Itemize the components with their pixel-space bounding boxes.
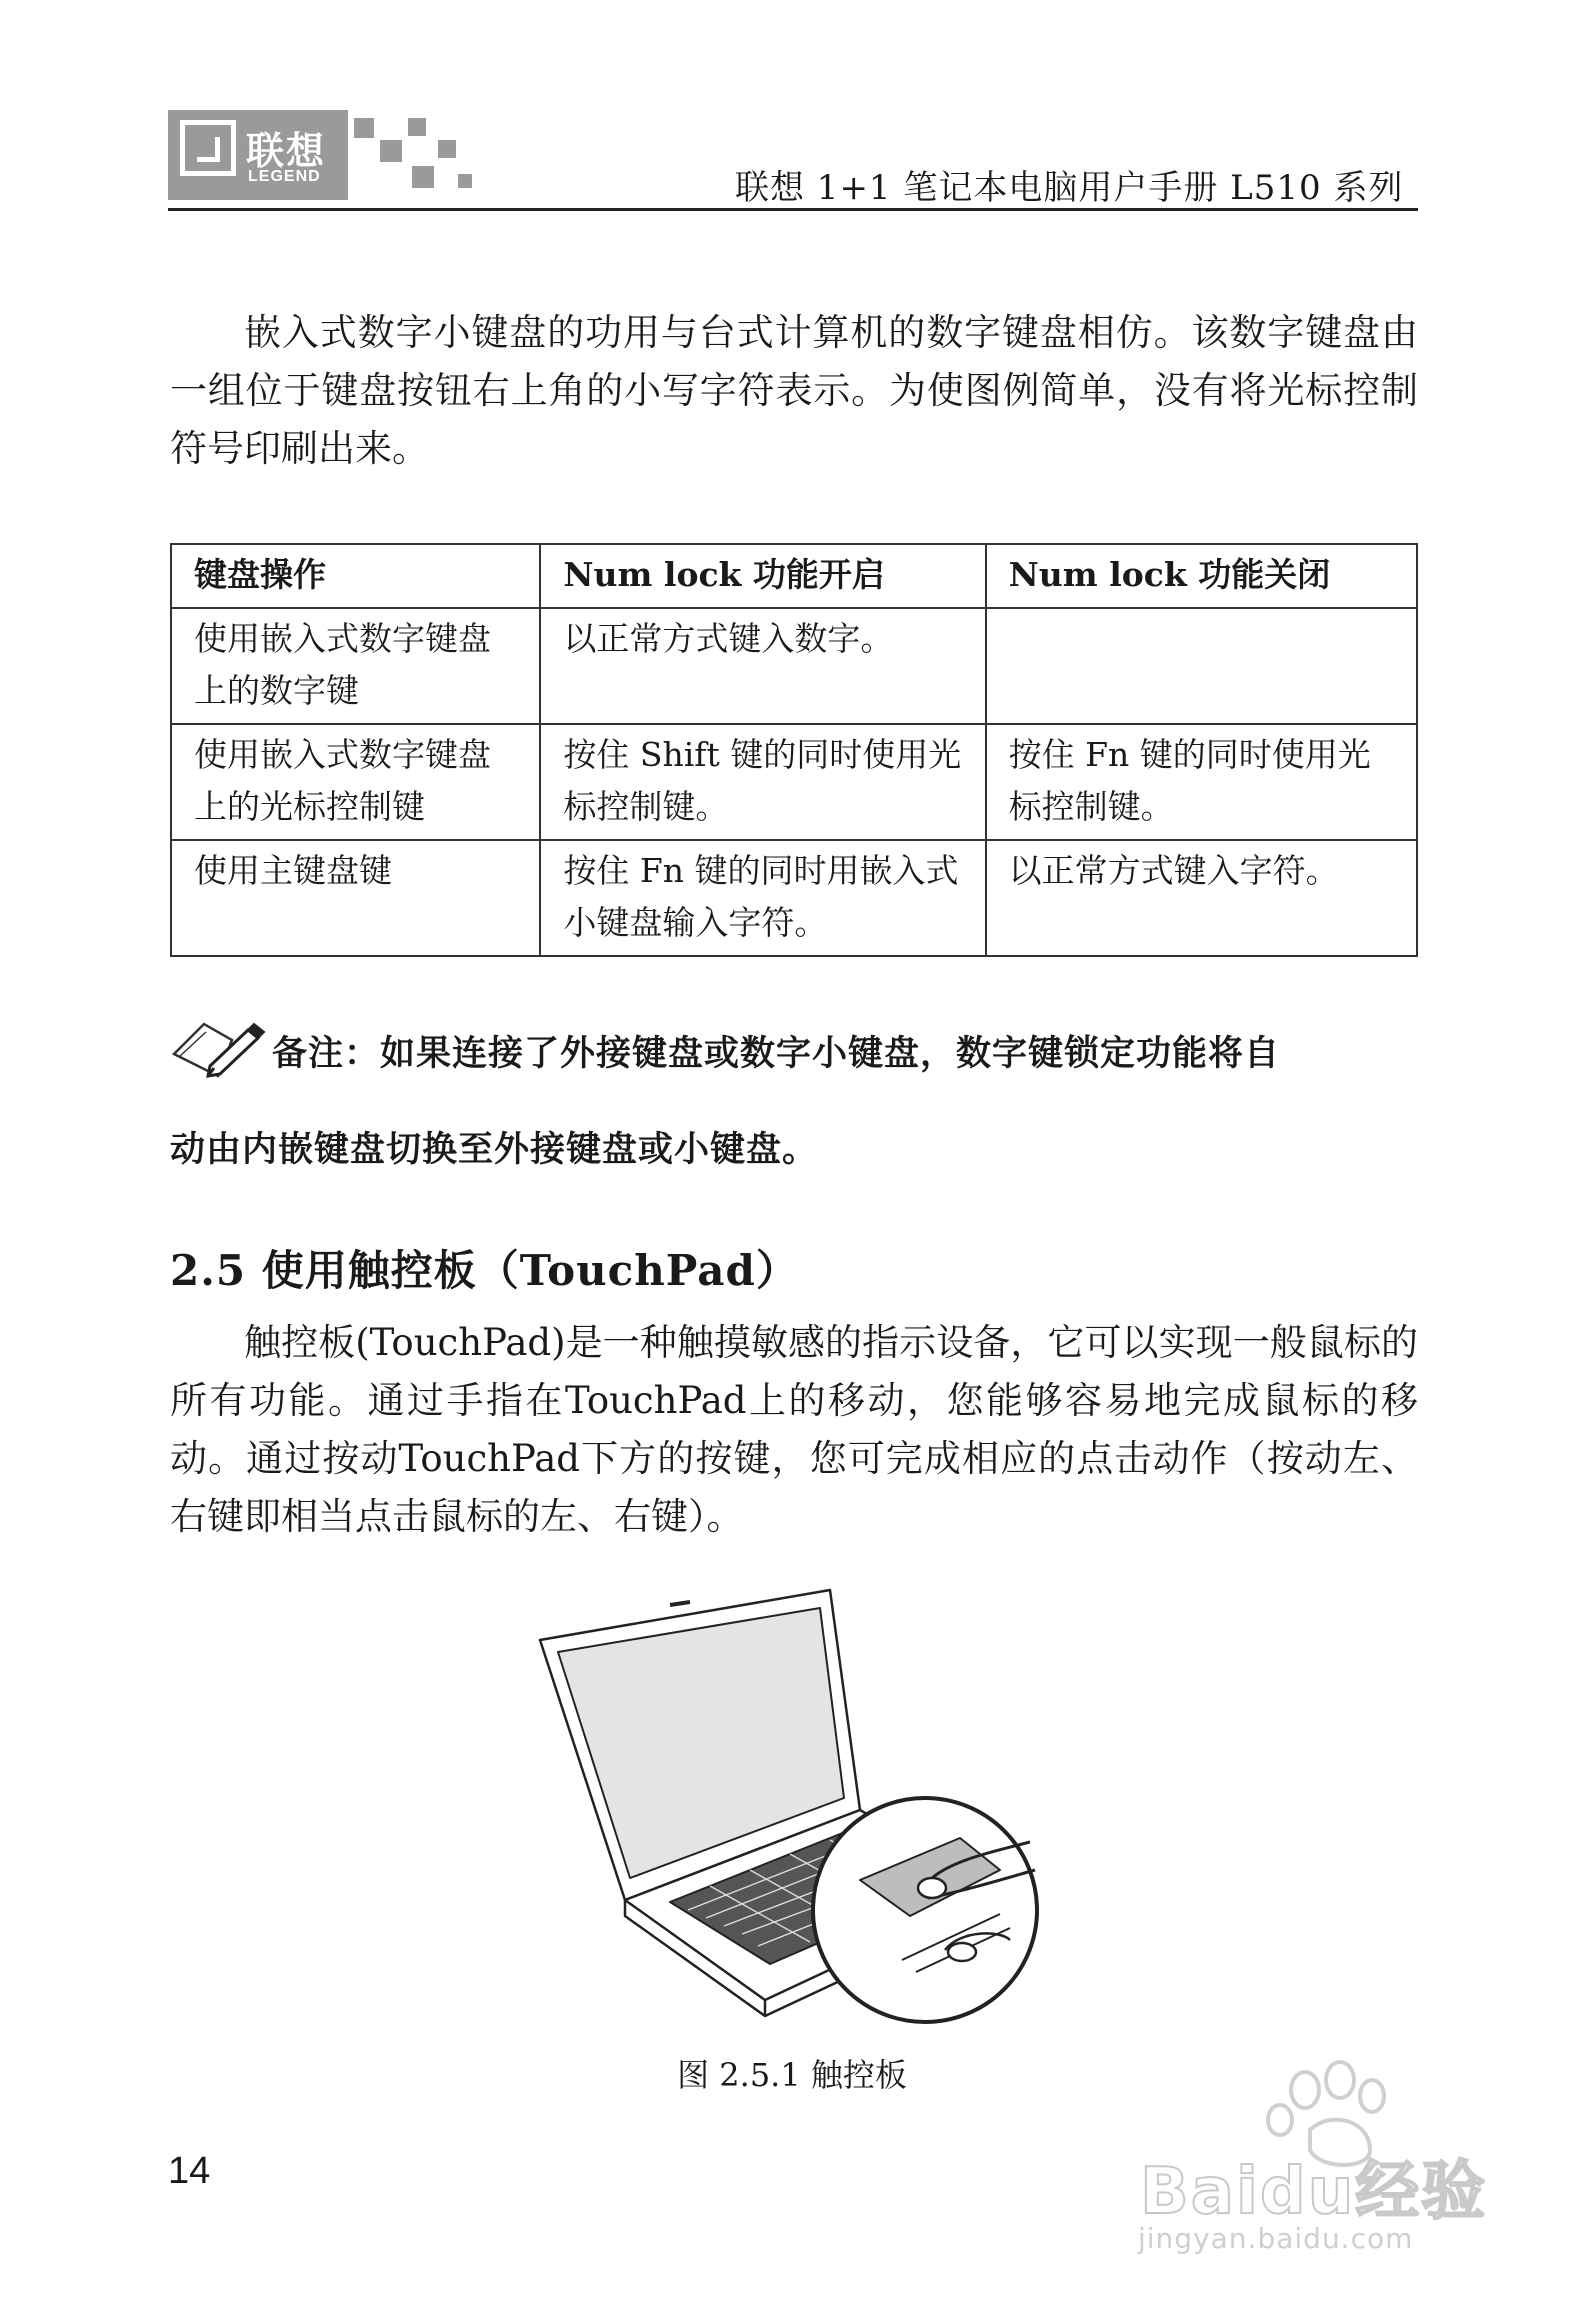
numlock-table xyxy=(170,543,1418,957)
page-number: 14 xyxy=(168,2150,211,2192)
table-header-row xyxy=(171,544,1417,608)
table-cell: 按住 Fn 键的同时使用光标控制键。 xyxy=(986,724,1417,840)
logo-square xyxy=(408,118,426,136)
table-row xyxy=(171,840,1417,956)
section-heading: 2.5 使用触控板（TouchPad） xyxy=(170,1246,799,1295)
table-cell: 使用嵌入式数字键盘上的数字键 xyxy=(171,608,540,724)
table-header-cell: Num lock 功能开启 xyxy=(540,544,985,608)
logo-mark-icon xyxy=(180,120,236,176)
table-row xyxy=(171,608,1417,724)
legend-logo xyxy=(168,110,478,200)
logo-en-text: LEGEND xyxy=(248,168,321,185)
logo-cn-text: 联想 xyxy=(246,129,327,173)
table-cell: 使用主键盘键 xyxy=(171,840,540,956)
logo-box xyxy=(168,110,348,200)
watermark-url: jingyan.baidu.com xyxy=(1138,2222,1414,2255)
table-cell: 以正常方式键入字符。 xyxy=(986,840,1417,956)
table-cell: 按住 Fn 键的同时用嵌入式小键盘输入字符。 xyxy=(540,840,985,956)
header-title: 联想 1+1 笔记本电脑用户手册 L510 系列 xyxy=(735,168,1404,208)
table-row xyxy=(171,724,1417,840)
table-header-cell: 键盘操作 xyxy=(171,544,540,608)
logo-square xyxy=(380,140,402,162)
table-header-cell: Num lock 功能关闭 xyxy=(986,544,1417,608)
logo-square xyxy=(458,174,472,188)
intro-paragraph: 嵌入式数字小键盘的功用与台式计算机的数字键盘相仿。该数字键盘由一组位于键盘按钮右上角的小写字符表示。为使图例简单，没有将光标控制符号印刷出来。 xyxy=(170,311,1418,470)
note-line-1: 备注：如果连接了外接键盘或数字小键盘，数字键锁定功能将自 xyxy=(272,1034,1281,1074)
logo-square xyxy=(354,118,374,138)
table-cell: 按住 Shift 键的同时使用光标控制键。 xyxy=(540,724,985,840)
section-paragraph: 触控板(TouchPad)是一种触摸敏感的指示设备，它可以实现一般鼠标的所有功能。通过手指在TouchPad上的移动，您能够容易地完成鼠标的移动。通过按动TouchPad下方的按键，您可完成相应的点击动作（按动左、右键即相当点击鼠标的左、右键）。 xyxy=(170,1321,1418,1538)
figure-caption: 图 2.5.1 触控板 xyxy=(677,2056,907,2094)
table-cell: 使用嵌入式数字键盘上的光标控制键 xyxy=(171,724,540,840)
touchpad-laptop-illustration xyxy=(530,1580,1060,2040)
table-cell: 以正常方式键入数字。 xyxy=(540,608,985,724)
logo-square xyxy=(438,140,456,158)
logo-square xyxy=(412,166,434,188)
header-divider xyxy=(168,208,1418,211)
watermark-brand: Baidu经验 xyxy=(1140,2155,1488,2229)
note-line-2: 动由内嵌键盘切换至外接键盘或小键盘。 xyxy=(170,1130,819,1170)
table-cell xyxy=(986,608,1417,724)
note-pen-icon xyxy=(170,1010,270,1090)
